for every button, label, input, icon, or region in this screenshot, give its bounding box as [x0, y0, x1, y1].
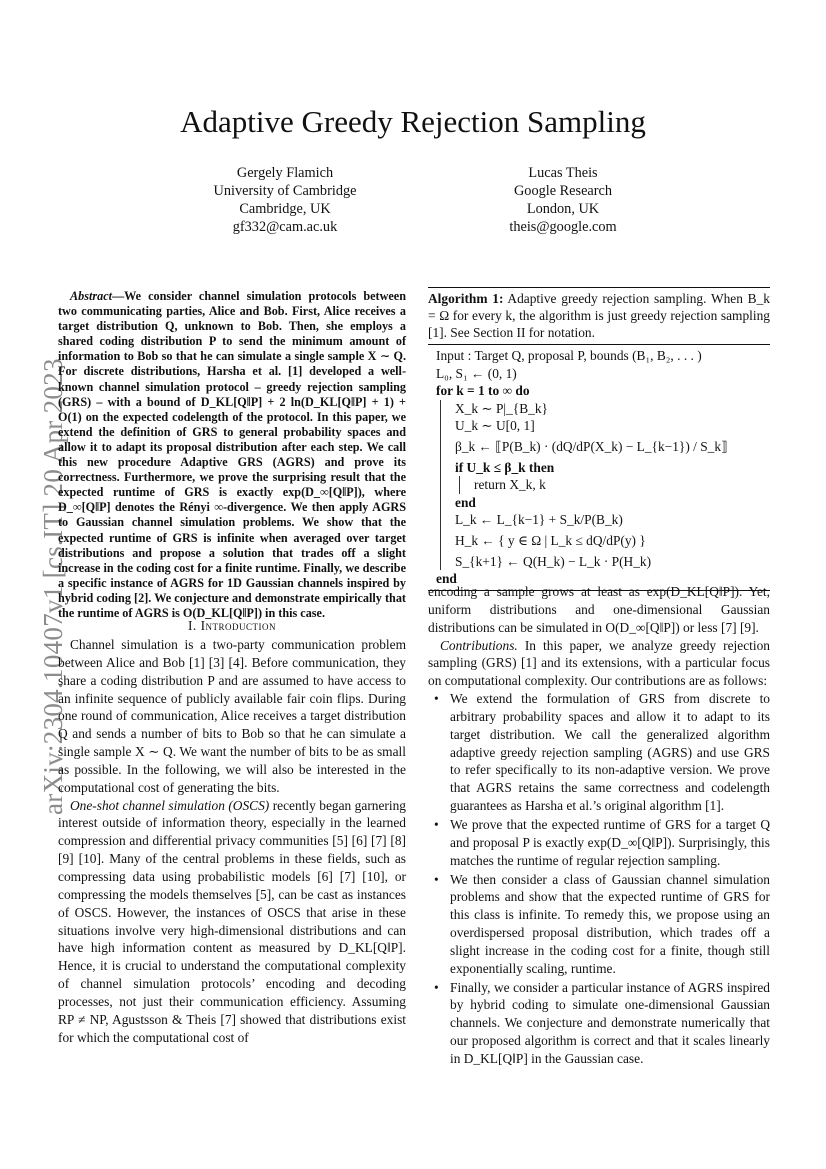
algorithm-if-body [459, 476, 770, 494]
algorithm-caption-text: Adaptive greedy rejection sampling. When B_k = Ω for every k, the algorithm is just greedy rejection sampling [1]. See Section II for notation. [428, 291, 771, 340]
oscs-lead: One-shot channel simulation (OSCS) [70, 797, 270, 813]
list-item: • We then consider a class of Gaussian channel simulation problems and show that the expected runtime of GRS for this class is infinite. To remedy this, we propose using an overdispersed proposal distribution, which trades off a slight increase in the coding cost for a finite, though still exponentially scaling, runtime. [450, 871, 770, 978]
algorithm-line: return X_k, k [474, 477, 546, 492]
algorithm-loop-body [440, 400, 770, 571]
author-name: Gergely Flamich [236, 165, 334, 181]
algorithm-line: end [455, 494, 476, 510]
algorithm-line: H_k ← { y ∈ Ω | L_k ≤ dQ/dP(y) } [455, 532, 646, 548]
abstract [58, 289, 406, 621]
algorithm-line: if U_k ≤ β_k then [455, 459, 555, 475]
paragraph: encoding a sample grows at least as exp(D_KL[Q‖P]). Yet, uniform distributions and one-dimensional Gaussian distributions can be simulated in O(D_∞[Q‖P]) or less [7] [9]. [428, 584, 770, 635]
algorithm-line: L_k ← L_{k−1} + S_k/P(B_k) [455, 512, 623, 527]
algorithm-line: for k = 1 to ∞ do [436, 383, 530, 398]
abstract-lead: Abstract [70, 289, 112, 303]
author-affiliation: University of Cambridge [213, 183, 357, 199]
intro-paragraph: Channel simulation is a two-party communication problem between Alice and Bob [1] [3] [4]. Before communication, they share a coding distribution P and are assumed to have access to an infinite sequence of publicly available fair coin flips. During one round of communication, Alice receives a target distribution Q and sends a number of bits to Bob so that he can simulate a single sample X ∼ Q. We want the number of bits to be as small as possible. In the following, we will also be interested in the computational cost of generating the bits. [58, 637, 406, 795]
arxiv-stamp: arXiv:2304.10407v1 [cs.IT] 20 Apr 2023 [38, 358, 68, 815]
author-location: London, UK [526, 201, 600, 217]
author-affiliation: Google Research [513, 183, 613, 199]
abstract-text: —We consider channel simulation protocols between two communicating parties, Alice and Bob. First, Alice receives a target distribution Q, unknown to Bob. Then, she employs a shared coding distribution P to send the minimum amount of information to Bob so that he can simulate a single sample X ∼ Q. For discrete distributions, Harsha et al. [1] developed a well-known channel simulation protocol – greedy rejection sampling (GRS) – with a bound of D_KL[Q‖P] + 2 ln(D_KL[Q‖P] + 1) + O(1) on the expected codelength of the protocol. In this paper, we extend the definition of GRS to general probability spaces and allow it to adapt its proposal distribution after each step. We call this new procedure Adaptive GRS (AGRS) and prove its correctness. Furthermore, we prove the surprising result that the expected runtime of GRS is exactly exp(D_∞[Q‖P]), where D_∞[Q‖P] denotes the Rényi ∞-divergence. We then apply AGRS to Gaussian channel simulation problems. We show that the expected runtime of GRS is infinite when averaged over target distributions and propose a solution that trades off a slight increase in the coding cost for a finite runtime. Finally, we describe a specific instance of AGRS for 1D Gaussian channels inspired by hybrid coding [2]. We conjecture and demonstrate empirically that the runtime of AGRS is O(D_KL[Q‖P]) in this case. [58, 289, 406, 620]
list-item: • We extend the formulation of GRS from discrete to arbitrary probability spaces and allow it to adapt to its target distribution. We call the generalized algorithm adaptive greedy rejection sampling (AGRS) and use GRS to refer specifically to its non-adaptive version. We prove that AGRS retains the same correctness and codelength guarantees as Harsha et al.’s original algorithm [1]. [450, 690, 770, 815]
contributions-lead: Contributions. [440, 637, 518, 653]
contributions-paragraph: Contributions. In this paper, we analyze greedy rejection sampling (GRS) [1] and its extensions, with a particular focus on computational complexity. Our contributions are as follows: [428, 637, 770, 689]
algorithm-line: β_k ← ⟦P(B_k) · (dQ/dP(X_k) − L_{k−1}) / S_k⟧ [455, 438, 728, 454]
algorithm-line: X_k ∼ P|_{B_k} [455, 400, 548, 416]
algorithm-caption [428, 288, 770, 345]
intro-paragraph: One-shot channel simulation (OSCS) recently began garnering interest outside of information theory, especially in the learned compression and differential privacy communities [5] [6] [7] [8] [9] [10]. Many of the central problems in these fields, such as compressing data using probabilistic models [6] [7] [10], or compressing the models themselves [5], can be cast as instances of OSCS. However, the instances of OSCS that arise in these situations involve very high-dimensional distributions and can have high information content as measured by D_KL[Q‖P]. Hence, it is crucial to understand the computational complexity of channel simulation protocols’ encoding and decoding processes, not just their communication efficiency. Assuming RP ≠ NP, Agustsson & Theis [7] showed that distributions exist for which the computational cost of [58, 797, 406, 1045]
list-item: • Finally, we consider a particular instance of AGRS inspired by hybrid coding to simulate one-dimensional Gaussian channels. We conjecture and demonstrate numerically that our proposed algorithm is correct and that it scales linearly in D_KL[Q‖P] in the Gaussian case. [450, 979, 770, 1068]
algorithm-line: U_k ∼ U[0, 1] [455, 418, 535, 433]
author-name: Lucas Theis [528, 165, 598, 181]
algorithm-line: S_{k+1} ← Q(H_k) − L_k · P(H_k) [455, 553, 652, 569]
author-block-1 [155, 164, 415, 236]
algorithm-line: end [436, 571, 457, 586]
author-location: Cambridge, UK [239, 201, 331, 217]
author-email: theis@google.com [509, 219, 617, 235]
author-email: gf332@cam.ac.uk [232, 219, 338, 235]
algorithm-line: Input : Target Q, proposal P, bounds (B₁, B₂, . . . ) [436, 348, 702, 363]
section-heading: I. Introduction [187, 618, 277, 633]
introduction-body [58, 636, 406, 1046]
algorithm-box [428, 287, 770, 591]
right-column-body [428, 583, 770, 1069]
contributions-list [428, 690, 770, 1068]
paper-title: Adaptive Greedy Rejection Sampling [180, 104, 646, 139]
algorithm-line: L₀, S₁ ← (0, 1) [436, 365, 517, 381]
list-item: • We prove that the expected runtime of GRS for a target Q and proposal P is exactly exp(D_∞[Q‖P]). Surprisingly, this matches the runtime of regular rejection sampling. [450, 816, 770, 870]
algorithm-label: Algorithm 1: [428, 291, 504, 306]
author-block-2 [433, 164, 693, 236]
algorithm-body [428, 345, 770, 590]
